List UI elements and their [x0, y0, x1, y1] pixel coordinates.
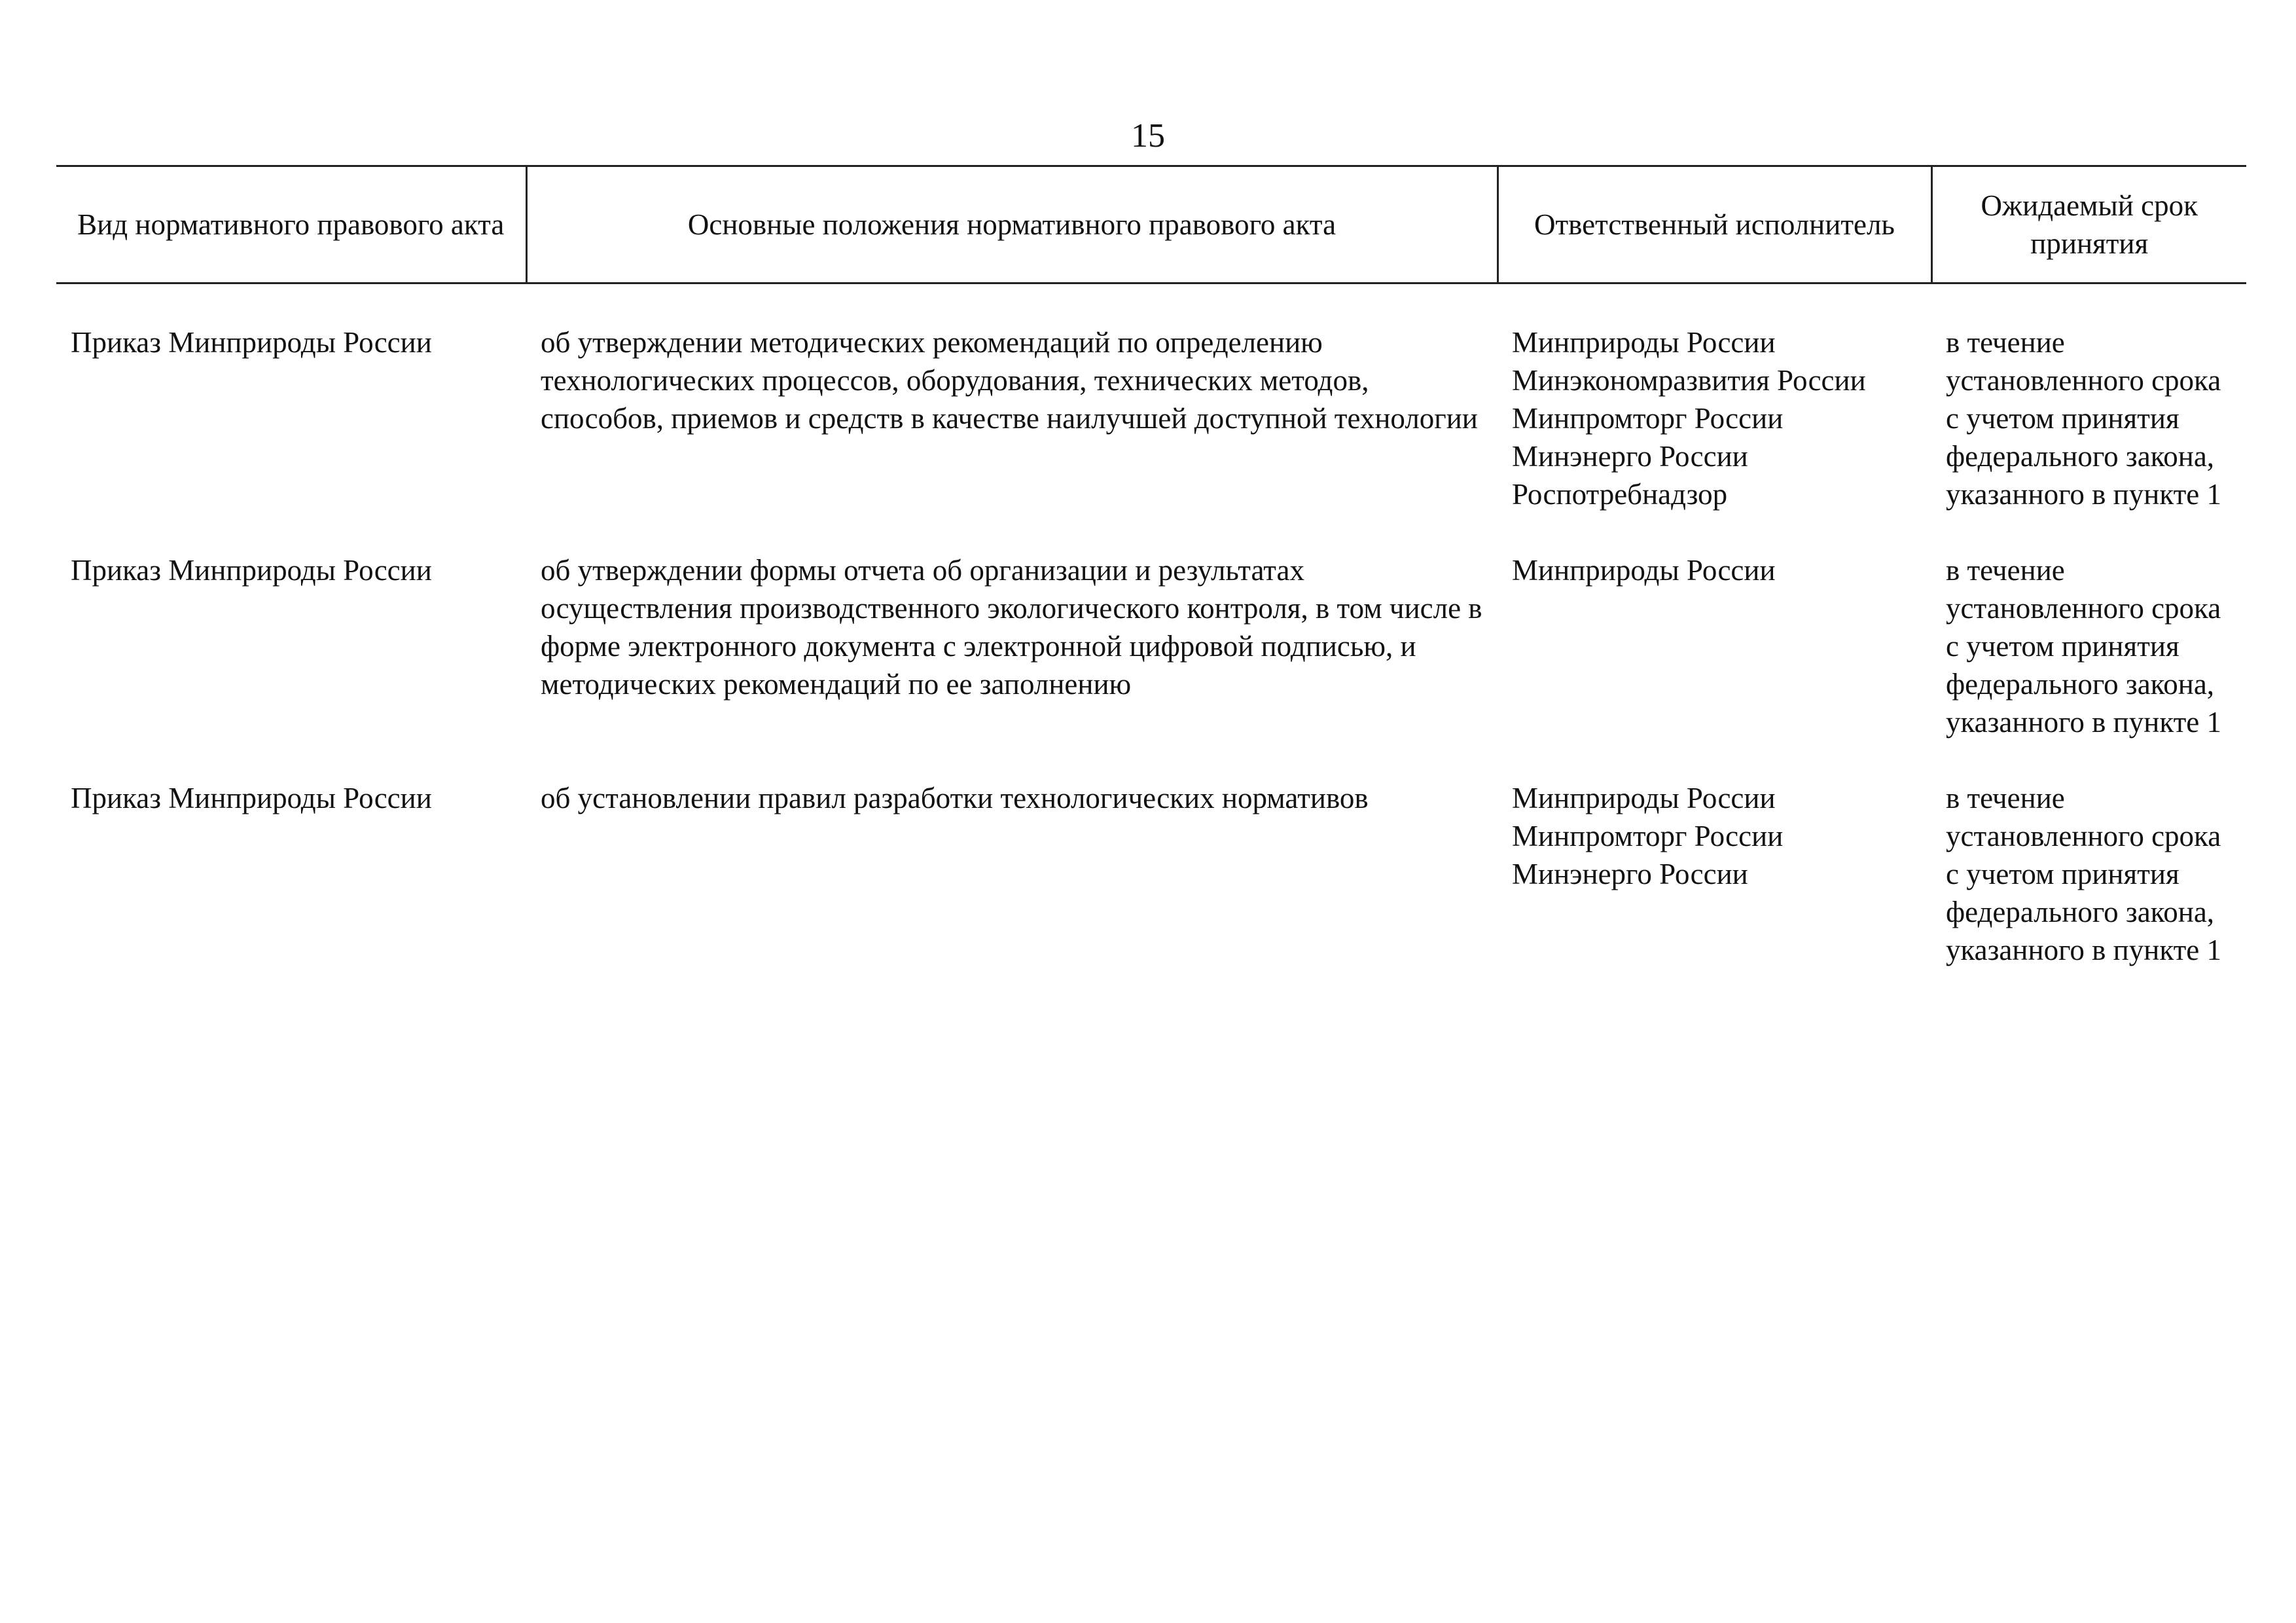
provisions-cell: об утверждении формы отчета об организации и результатах осуществления производственного экологического контроля, в том числе в форме электронного документа с электронной цифровой подписью, и методических рекомендаций по ее заполнению: [541, 554, 1482, 701]
executor-item: Минприроды России: [1512, 326, 1776, 359]
executor-item: Роспотребнадзор: [1512, 478, 1728, 511]
executor-item: Минпромторг России: [1512, 820, 1784, 852]
header-executor: Ответственный исполнитель: [1498, 166, 1931, 283]
table-row: [56, 323, 2246, 551]
executor-item: Минэнерго России: [1512, 440, 1748, 473]
executor-item: Минприроды России: [1512, 782, 1776, 814]
table-row: [56, 551, 2246, 779]
deadline-cell: в течение установленного срока с учетом принятия федерального закона, указанного в пункте 1: [1946, 554, 2221, 739]
act-kind-cell: Приказ Минприроды России: [71, 782, 432, 814]
header-deadline: Ожидаемый срок принятия: [1931, 166, 2246, 283]
table-header: [56, 166, 2246, 283]
header-act-kind: Вид нормативного правового акта: [56, 166, 526, 283]
provisions-cell: об утверждении методических рекомендаций по определению технологических процессов, оборудования, технических методов, способов, приемов и средств в качестве наилучшей доступной технологии: [541, 326, 1478, 435]
executor-item: Минэкономразвития России: [1512, 364, 1866, 397]
legal-acts-table: [56, 165, 2246, 969]
executor-cell: [1498, 779, 1931, 969]
act-kind-cell: Приказ Минприроды России: [71, 326, 432, 359]
executor-item: Минэнерго России: [1512, 858, 1748, 890]
deadline-cell: в течение установленного срока с учетом принятия федерального закона, указанного в пункте 1: [1946, 326, 2221, 511]
deadline-cell: в течение установленного срока с учетом принятия федерального закона, указанного в пункте 1: [1946, 782, 2221, 966]
executor-item: Минприроды России: [1512, 554, 1776, 587]
executor-item: Минпромторг России: [1512, 402, 1784, 435]
executor-cell: [1498, 323, 1931, 551]
executor-cell: [1498, 551, 1931, 779]
act-kind-cell: Приказ Минприроды России: [71, 554, 432, 587]
header-provisions: Основные положения нормативного правового акта: [526, 166, 1498, 283]
table-row: [56, 779, 2246, 969]
provisions-cell: об установлении правил разработки технологических нормативов: [541, 782, 1369, 814]
page-number: 15: [1131, 117, 1165, 155]
